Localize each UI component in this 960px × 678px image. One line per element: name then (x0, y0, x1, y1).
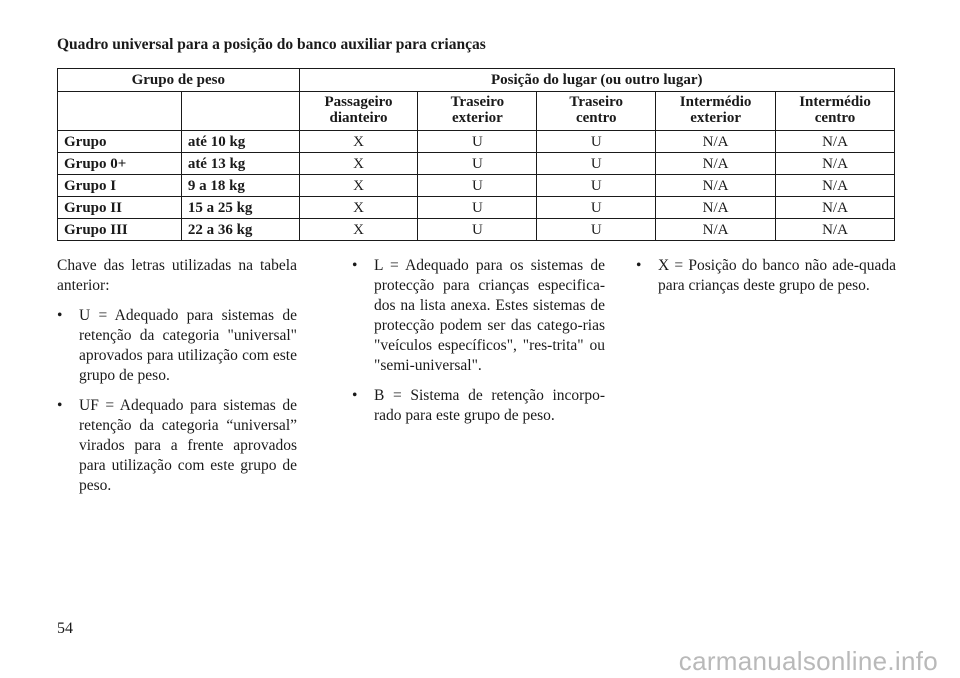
legend-item-text: X = Posição do banco não ade-quada para crianças deste grupo de peso. (658, 257, 896, 294)
value-cell: N/A (776, 153, 895, 175)
legend-item-text: UF = Adequado para sistemas de retenção da categoria “universal” virados para a frente aprovados para utilização com este grupo de peso. (79, 397, 297, 494)
value-cell: N/A (776, 219, 895, 241)
weight-cell: até 13 kg (181, 153, 299, 175)
value-cell: X (299, 153, 418, 175)
table-row (58, 219, 895, 241)
header-seat-position: Posição do lugar (ou outro lugar) (299, 69, 894, 92)
value-cell: N/A (656, 153, 776, 175)
legend-item-text: L = Adequado para os sistemas de protecção para crianças especifica-dos na lista anexa. Estes sistemas de protecção podem ser das catego-rias "veículos específicos", "res-trita" ou "semi-universal". (374, 257, 605, 374)
legend-column-1 (57, 256, 297, 506)
value-cell: N/A (656, 219, 776, 241)
bullet-icon: • (352, 387, 358, 404)
value-cell: N/A (656, 197, 776, 219)
value-cell: U (418, 153, 537, 175)
value-cell: X (299, 175, 418, 197)
page-number: 54 (57, 620, 73, 637)
value-cell: X (299, 197, 418, 219)
bullet-icon: • (352, 257, 358, 274)
value-cell: U (537, 131, 656, 153)
header-weight-group: Grupo de peso (58, 69, 300, 92)
value-cell: U (537, 153, 656, 175)
header-position: Traseiro centro (537, 92, 656, 131)
header-empty-cell (181, 92, 299, 131)
legend-item (57, 306, 297, 386)
value-cell: U (537, 197, 656, 219)
value-cell: N/A (776, 197, 895, 219)
group-cell: Grupo I (58, 175, 182, 197)
legend-item (636, 256, 896, 296)
group-cell: Grupo III (58, 219, 182, 241)
page-title: Quadro universal para a posição do banco auxiliar para crianças (57, 36, 486, 53)
value-cell: U (418, 175, 537, 197)
legend-column-2 (352, 256, 605, 436)
value-cell: N/A (776, 175, 895, 197)
table-row (58, 153, 895, 175)
legend-item-text: U = Adequado para sistemas de retenção da categoria "universal" aprovados para utilização com este grupo de peso. (79, 307, 297, 384)
bullet-icon: • (636, 257, 642, 274)
legend-intro: Chave das letras utilizadas na tabela anterior: (57, 257, 297, 294)
weight-cell: até 10 kg (181, 131, 299, 153)
legend-column-3 (636, 256, 896, 306)
value-cell: U (418, 131, 537, 153)
value-cell: X (299, 131, 418, 153)
value-cell: N/A (656, 175, 776, 197)
group-cell: Grupo II (58, 197, 182, 219)
bullet-icon: • (57, 397, 63, 414)
header-empty-cell (58, 92, 182, 131)
value-cell: N/A (656, 131, 776, 153)
legend-item (57, 396, 297, 496)
weight-cell: 15 a 25 kg (181, 197, 299, 219)
value-cell: U (418, 197, 537, 219)
table-row (58, 175, 895, 197)
group-cell: Grupo 0+ (58, 153, 182, 175)
value-cell: U (537, 219, 656, 241)
group-cell: Grupo (58, 131, 182, 153)
table-header-row (58, 69, 895, 92)
legend-item (352, 386, 605, 426)
legend-item (352, 256, 605, 376)
value-cell: N/A (776, 131, 895, 153)
table-row (58, 197, 895, 219)
header-position: Intermédio centro (776, 92, 895, 131)
value-cell: X (299, 219, 418, 241)
seat-position-table (57, 68, 895, 241)
header-position: Intermédio exterior (656, 92, 776, 131)
watermark: carmanualsonline.info (678, 646, 938, 676)
bullet-icon: • (57, 307, 63, 324)
value-cell: U (537, 175, 656, 197)
value-cell: U (418, 219, 537, 241)
weight-cell: 9 a 18 kg (181, 175, 299, 197)
table-row (58, 131, 895, 153)
header-position: Traseiro exterior (418, 92, 537, 131)
header-position: Passageiro dianteiro (299, 92, 418, 131)
table-subheader-row (58, 92, 895, 131)
weight-cell: 22 a 36 kg (181, 219, 299, 241)
legend-item-text: B = Sistema de retenção incorpo-rado para este grupo de peso. (374, 387, 605, 424)
